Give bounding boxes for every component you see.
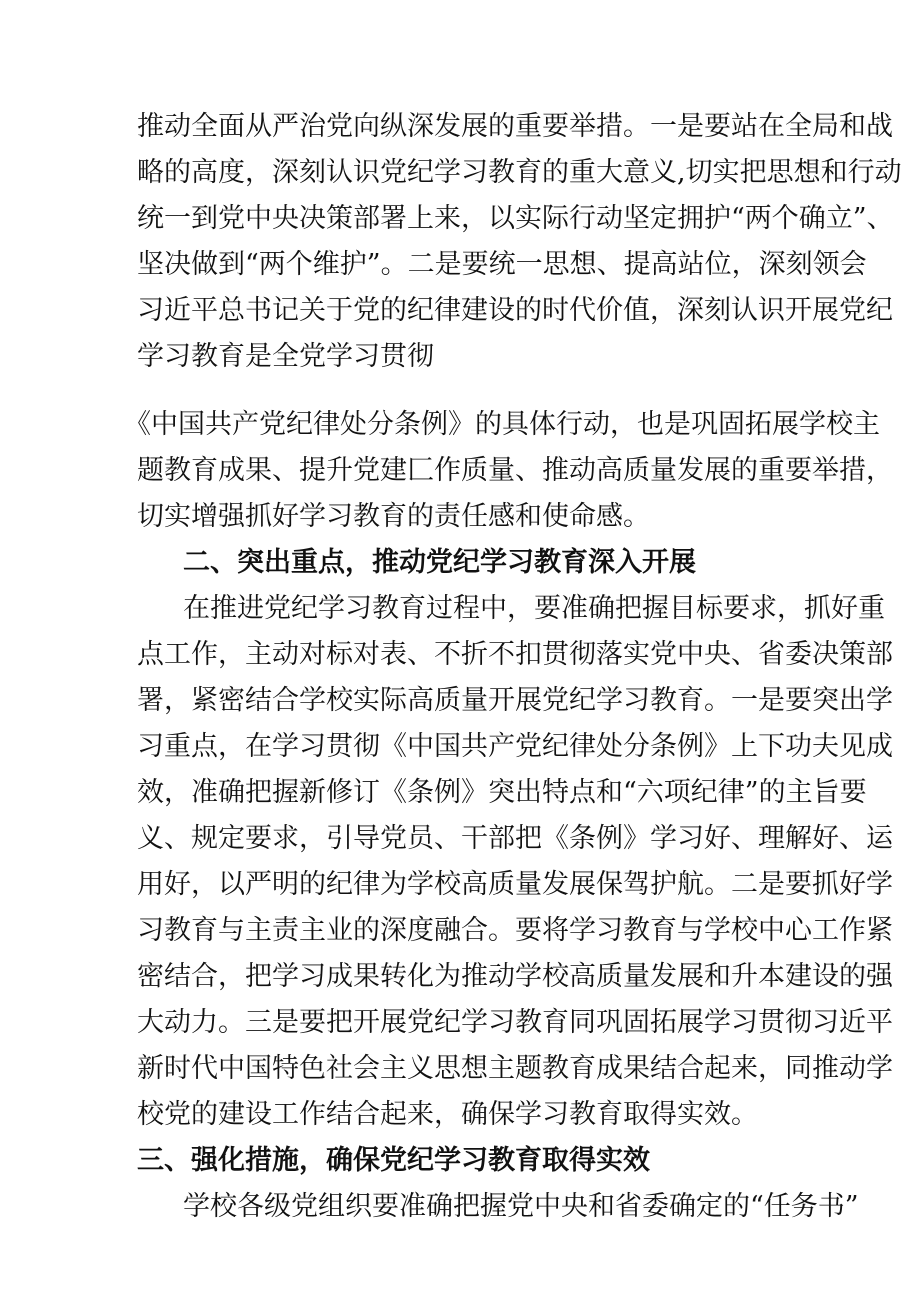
paragraph-line: 坚决做到“两个维护”。二是要统一思想、提高站位，深刻领会 [137,249,867,280]
section-heading: 三、强化措施，确保党纪学习教育取得实效 [137,1145,650,1176]
paragraph-line: 习近平总书记关于党的纪律建设的时代价值，深刻认识开展党纪 [137,295,893,326]
paragraph-line: 习重点，在学习贯彻《中国共产党纪律处分条例》上下功夫见成 [137,731,893,762]
paragraph-line: 校党的建设工作结合起来，确保学习教育取得实效。 [137,1099,758,1130]
paragraph-line: 习教育与主责主业的深度融合。要将学习教育与学校中心工作紧 [137,915,893,946]
paragraph-line: 略的高度，深刻认识党纪学习教育的重大意义,切实把思想和行动 [137,157,902,188]
paragraph-line: 密结合，把学习成果转化为推动学校高质量发展和升本建设的强 [137,961,893,992]
paragraph-line: 统一到党中央决策部署上来，以实际行动坚定拥护“两个确立”、 [137,203,894,234]
paragraph-line: 义、规定要求，引导党员、干部把《条例》学习好、理解好、运 [137,823,893,854]
paragraph-line: 用好，以严明的纪律为学校高质量发展保驾护航。二是要抓好学 [137,869,893,900]
paragraph-line: 在推进党纪学习教育过程中，要准确把握目标要求，抓好重 [183,593,885,624]
paragraph-line: 署，紧密结合学校实际高质量开展党纪学习教育。一是要突出学 [137,685,893,716]
paragraph-line: 《中国共产党纪律处分条例》的具体行动，也是巩固拓展学校主 [124,409,880,440]
paragraph-line: 新时代中国特色社会主义思想主题教育成果结合起来，同推动学 [137,1053,893,1084]
paragraph-line: 题教育成果、提升党建匚作质量、推动高质量发展的重要举措， [137,455,893,486]
paragraph-line: 大动力。三是要把开展党纪学习教育同巩固拓展学习贯彻习近平 [137,1007,893,1038]
paragraph-line: 效，准确把握新修订《条例》突出特点和“六项纪律”的主旨要 [137,777,867,808]
paragraph-line: 学校各级党组织要准确把握党中央和省委确定的“任务书” [183,1191,859,1222]
section-heading: 二、突出重点，推动党纪学习教育深入开展 [183,547,696,578]
paragraph-line: 切实增强抓好学习教育的责任感和使命感。 [137,501,650,532]
paragraph-line: 点工作，主动对标对表、不折不扣贯彻落实党中央、省委决策部 [137,639,893,670]
paragraph-line: 推动全面从严治党向纵深发展的重要举措。一是要站在全局和战 [137,111,893,142]
paragraph-line: 学习教育是全党学习贯彻 [137,341,434,372]
